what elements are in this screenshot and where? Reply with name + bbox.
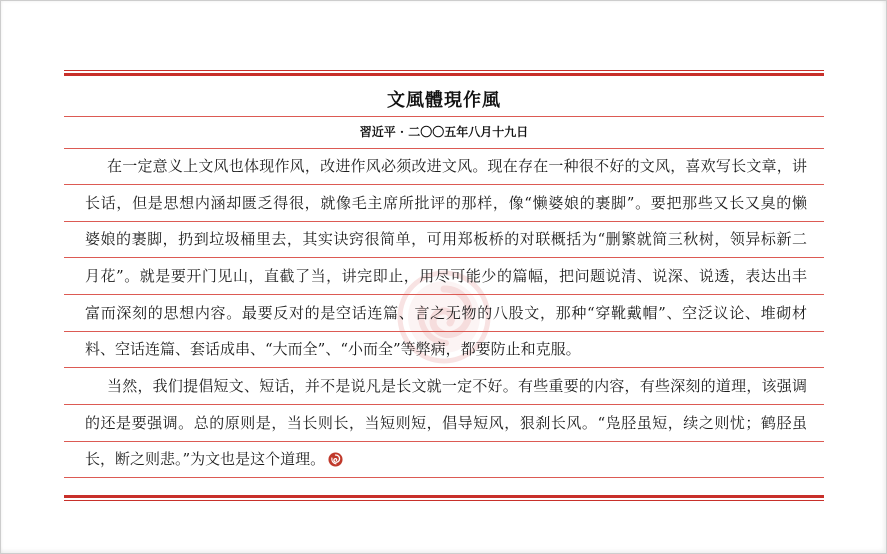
ruled-line: [64, 184, 824, 185]
ruled-line: [64, 221, 824, 222]
top-decorative-rule-thin: [64, 70, 824, 71]
body-text-final-segment: 长，断之则悲。”为文也是这个道理。: [85, 450, 326, 468]
ruled-line: [64, 367, 824, 368]
ruled-line: [64, 116, 824, 117]
ruled-line: [64, 477, 824, 478]
bottom-decorative-rule-thin: [64, 500, 824, 501]
ruled-line: [64, 148, 824, 149]
ruled-line: [64, 257, 824, 258]
body-text-line: 在一定意义上文风也体现作风，改进作风必须改进文风。现在存在一种很不好的文风，喜欢写长文章，讲: [107, 157, 807, 175]
body-text-line: 料、空话连篇、套话成串、“大而全”、“小而全”等弊病，都要防止和克服。: [85, 340, 581, 358]
document-title: 文風體現作風: [387, 90, 501, 111]
ruled-line: [64, 331, 824, 332]
author-date-byline: 習近平 · 二〇〇五年八月十九日: [359, 125, 529, 139]
swirl-seal-icon: [328, 452, 343, 467]
body-text-line-final: [85, 447, 807, 471]
top-decorative-rule-thick: [64, 73, 824, 76]
body-text-line: 的还是要强调。总的原则是，当长则长，当短则短，倡导短风，狠刹长风。“凫胫虽短，续之则忧；鹤胫虽: [85, 414, 807, 432]
body-text-line: 当然，我们提倡短文、短话，并不是说凡是长文就一定不好。有些重要的内容，有些深刻的道理，该强调: [107, 377, 807, 395]
body-text-line: 长话，但是思想内涵却匮乏得很，就像毛主席所批评的那样，像“懒婆娘的裹脚”。要把那些又长又臭的懒: [85, 194, 807, 212]
ruled-line: [64, 294, 824, 295]
body-text-line: 富而深刻的思想内容。最要反对的是空话连篇、言之无物的八股文，那种“穿靴戴帽”、空泛议论、堆砌材: [85, 304, 807, 322]
body-text-line: 月花”。就是要开门见山，直截了当，讲完即止，用尽可能少的篇幅，把问题说清、说深、说透，表达出丰: [85, 267, 807, 285]
ruled-line: [64, 441, 824, 442]
bottom-decorative-rule-thick: [64, 495, 824, 498]
ruled-line: [64, 404, 824, 405]
body-text-line: 婆娘的裹脚，扔到垃圾桶里去，其实诀窍很简单，可用郑板桥的对联概括为“删繁就简三秋树，领异标新二: [85, 230, 807, 248]
